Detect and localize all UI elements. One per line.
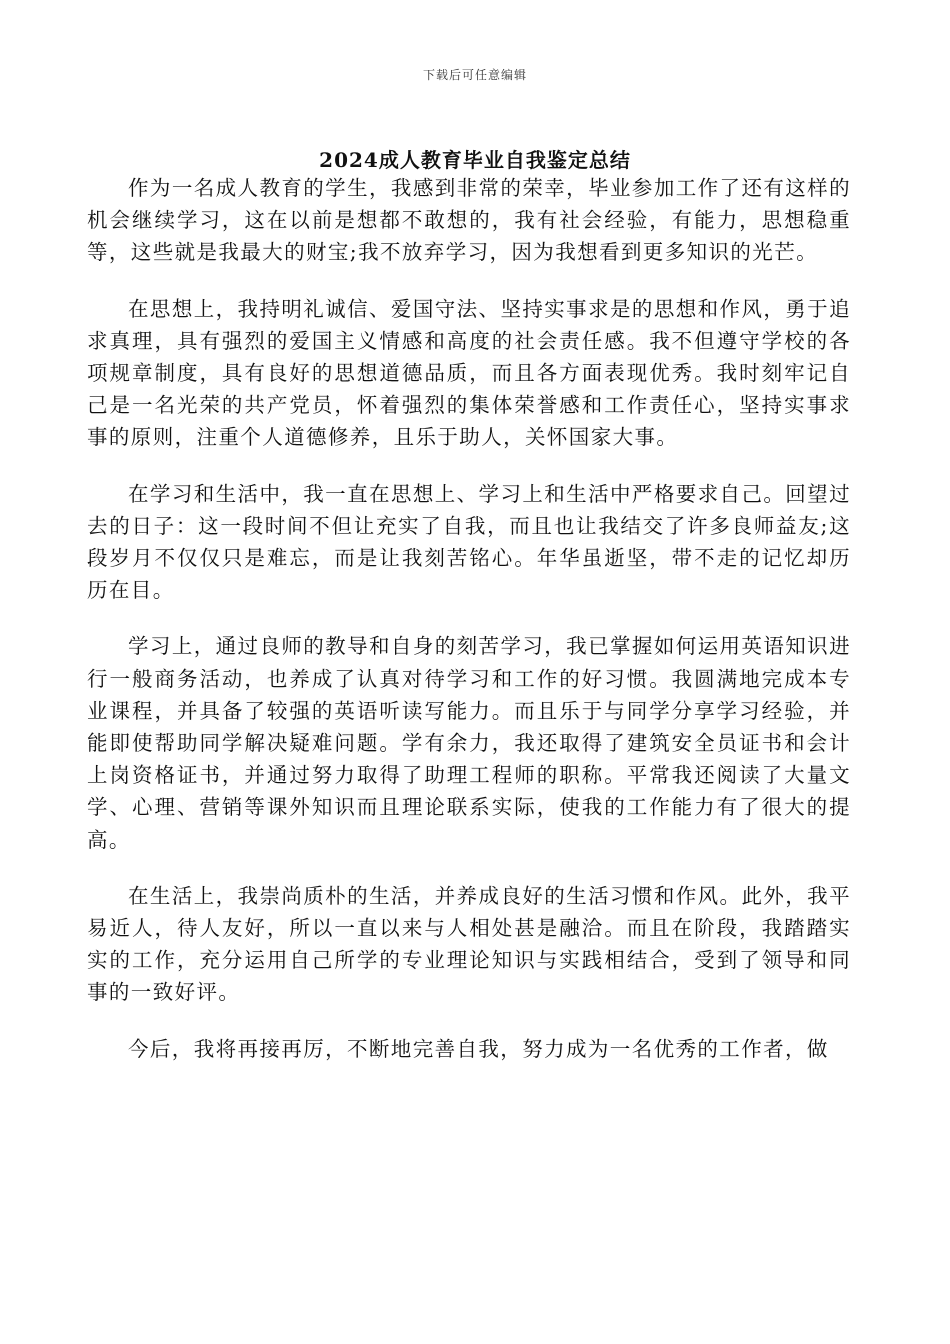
- paragraph-1: 作为一名成人教育的学生，我感到非常的荣幸，毕业参加工作了还有这样的机会继续学习，这在以前是想都不敢想的，我有社会经验，有能力，思想稳重等，这些就是我最大的财宝;我不放弃学习，因为我想看到更多知识的光芒。: [87, 176, 851, 265]
- paragraph-6: 今后，我将再接再厉，不断地完善自我，努力成为一名优秀的工作者，做: [128, 1036, 829, 1061]
- document-body: [87, 172, 851, 1089]
- document-title: 2024成人教育毕业自我鉴定总结: [319, 148, 631, 172]
- paragraph-4: 学习上，通过良师的教导和自身的刻苦学习，我已掌握如何运用英语知识进行一般商务活动，也养成了认真对待学习和工作的好习惯。我圆满地完成本专业课程，并具备了较强的英语听读写能力。而且乐于与同学分享学习经验，并能即使帮助同学解决疑难问题。学有余力，我还取得了建筑安全员证书和会计上岗资格证书，并通过努力取得了助理工程师的职称。平常我还阅读了大量文学、心理、营销等课外知识而且理论联系实际，使我的工作能力有了很大的提高。: [87, 634, 851, 852]
- header-note: 下载后可任意编辑: [422, 68, 527, 82]
- paragraph-3: 在学习和生活中，我一直在思想上、学习上和生活中严格要求自己。回望过去的日子：这一段时间不但让充实了自我，而且也让我结交了许多良师益友;这段岁月不仅仅只是难忘，而是让我刻苦铭心。年华虽逝坚，带不走的记忆却历历在目。: [87, 481, 851, 603]
- paragraph-5: 在生活上，我崇尚质朴的生活，并养成良好的生活习惯和作风。此外，我平易近人，待人友好，所以一直以来与人相处甚是融洽。而且在阶段，我踏踏实实的工作，充分运用自己所学的专业理论知识与实践相结合，受到了领导和同事的一致好评。: [87, 883, 851, 1005]
- paragraph-2: 在思想上，我持明礼诚信、爱国守法、坚持实事求是的思想和作风，勇于追求真理，具有强烈的爱国主义情感和高度的社会责任感。我不但遵守学校的各项规章制度，具有良好的思想道德品质，而且各方面表现优秀。我时刻牢记自己是一名光荣的共产党员，怀着强烈的集体荣誉感和工作责任心，坚持实事求事的原则，注重个人道德修养，且乐于助人，关怀国家大事。: [87, 296, 851, 450]
